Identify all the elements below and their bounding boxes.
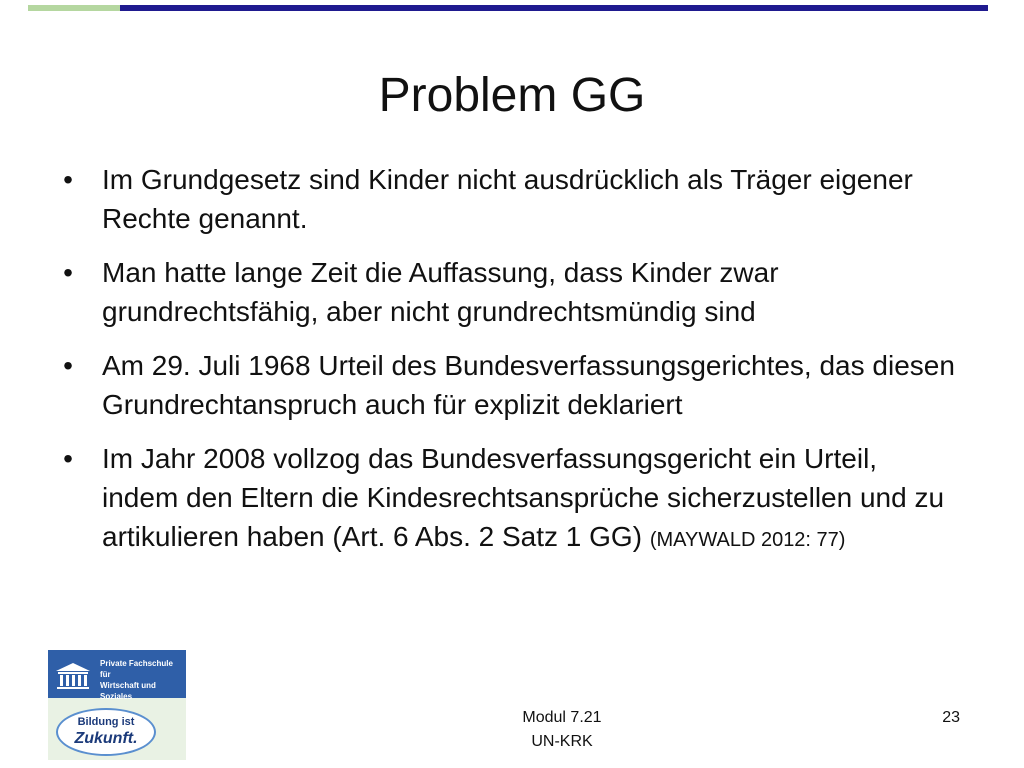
- footer-module: [462, 706, 662, 754]
- school-logo: [48, 650, 186, 760]
- bullet-item: [58, 160, 958, 238]
- logo-org-line2: Wirtschaft und Soziales: [100, 681, 156, 701]
- page-number: 23: [942, 709, 960, 726]
- bullet-icon: •: [63, 164, 73, 195]
- bullet-text: Im Grundgesetz sind Kinder nicht ausdrücklich als Träger eigener Rechte genannt.: [102, 164, 913, 234]
- bullet-icon: •: [63, 350, 73, 381]
- bullet-text: Am 29. Juli 1968 Urteil des Bundesverfassungsgerichtes, das diesen Grundrechtanspruch auch für explizit deklariert: [102, 350, 955, 420]
- slide-title: Problem GG: [378, 69, 646, 122]
- bullet-icon: •: [63, 257, 73, 288]
- logo-org-line1: Private Fachschule für: [100, 659, 173, 679]
- logo-badge-line1: Bildung ist: [77, 716, 135, 728]
- building-icon: [54, 662, 92, 690]
- bullet-text: Man hatte lange Zeit die Auffassung, dass Kinder zwar grundrechtsfähig, aber nicht grundrechtsmündig sind: [102, 257, 779, 327]
- top-accent-bar: [28, 5, 988, 11]
- bullet-item: [58, 253, 958, 331]
- bullet-item: [58, 439, 958, 560]
- top-accent-bar-green: [28, 5, 120, 11]
- footer-module-subtitle: UN-KRK: [531, 733, 593, 750]
- logo-header: [48, 650, 186, 701]
- bullet-citation: (MAYWALD 2012: 77): [649, 529, 846, 551]
- logo-badge-line2: Zukunft.: [74, 730, 138, 747]
- bullet-text: Im Jahr 2008 vollzog das Bundesverfassungsgericht ein Urteil, indem den Eltern die Kindesrechtsansprüche sicherzustellen und zu artikulieren haben (Art. 6 Abs. 2 Satz 1 GG): [102, 443, 945, 552]
- logo-badge: [56, 708, 156, 756]
- bullet-icon: •: [63, 443, 73, 474]
- bullet-item: [58, 346, 958, 424]
- bullet-list: [58, 160, 958, 575]
- top-accent-bar-blue: [120, 5, 988, 11]
- footer-module-name: Modul 7.21: [522, 709, 602, 726]
- logo-org-name: [100, 658, 184, 702]
